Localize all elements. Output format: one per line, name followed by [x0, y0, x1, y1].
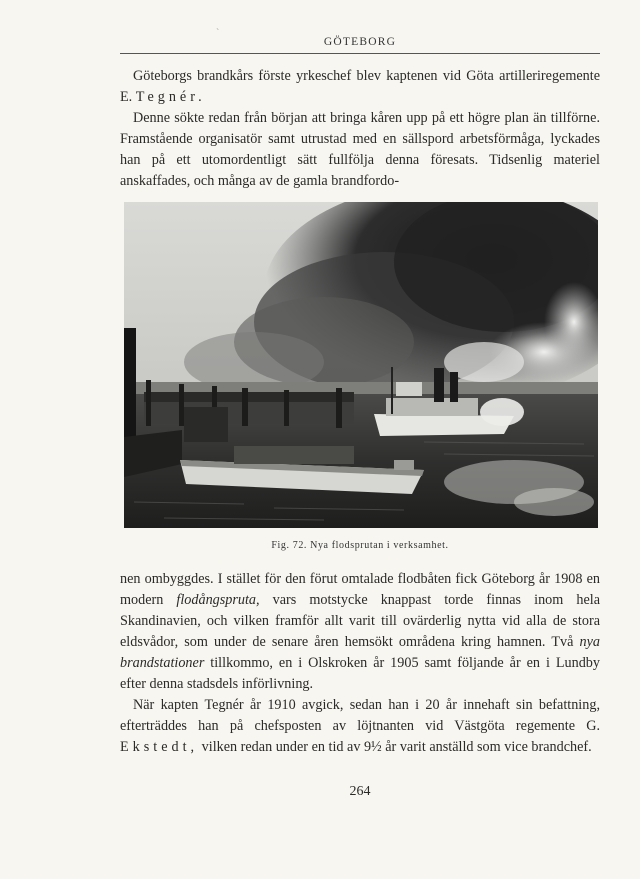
paragraph — [120, 569, 600, 695]
fire-boat-photo — [124, 202, 598, 528]
body-text-top — [120, 66, 600, 192]
body-text-bottom — [120, 569, 600, 758]
paragraph — [120, 695, 600, 758]
figure-photo-fire-boat — [124, 202, 598, 528]
header-rule — [120, 53, 600, 54]
running-head: GÖTEBORG — [323, 36, 397, 48]
page-number: 264 — [349, 784, 371, 799]
paragraph-text: När kapten Tegnér år 1910 avgick, sedan han i 20 år innehaft sin befattning, efterträddes han på chefsposten av löjtnanten vid Västgöta regemente G. — [120, 697, 600, 734]
paragraph-text: vars motstycke knappast torde finnas inom hela Skandinavien, och vilken framför allt varit till ovärderlig nytta vid alla de stora eldsvådor, som under de senare åren hemsökt områdena kring hamnen. Två — [120, 592, 600, 650]
emphasis: flodångspruta, — [176, 592, 260, 608]
figure-caption: Fig. 72. Nya flodsprutan i verksamhet. — [271, 540, 449, 551]
spaced-name: Tegnér. — [135, 89, 206, 105]
paragraph-text: vilken redan under en tid av 9½ år varit anställd som vice brandchef. — [201, 739, 592, 755]
emphasis: nya brandstationer — [120, 634, 600, 671]
paragraph: Denne sökte redan från början att bringa kåren upp på ett högre plan än tillförne. Framstående organisatör samt utrustad med en sällspord arbetsförmåga, lyckades han på ett utomordentligt sätt fullfölja denna föresats. Tidsenlig materiel anskaffades, och många av de gamla brandfordo- — [120, 110, 600, 189]
paragraph — [120, 66, 600, 108]
print-mark: ˋ — [216, 28, 220, 39]
spaced-name: Ekstedt, — [120, 739, 199, 755]
paragraph-text: tillkommo, en i Olskroken år 1905 samt följande år en i Lundby efter denna stadsdels införlivning. — [120, 655, 600, 692]
paragraph-text: nen ombyggdes. I stället för den förut omtalade flodbåten fick Göteborg år 1908 en modern — [120, 571, 600, 608]
paragraph-text: Göteborgs brandkårs förste yrkeschef blev kaptenen vid Göta artilleriregemente E. — [120, 68, 600, 105]
